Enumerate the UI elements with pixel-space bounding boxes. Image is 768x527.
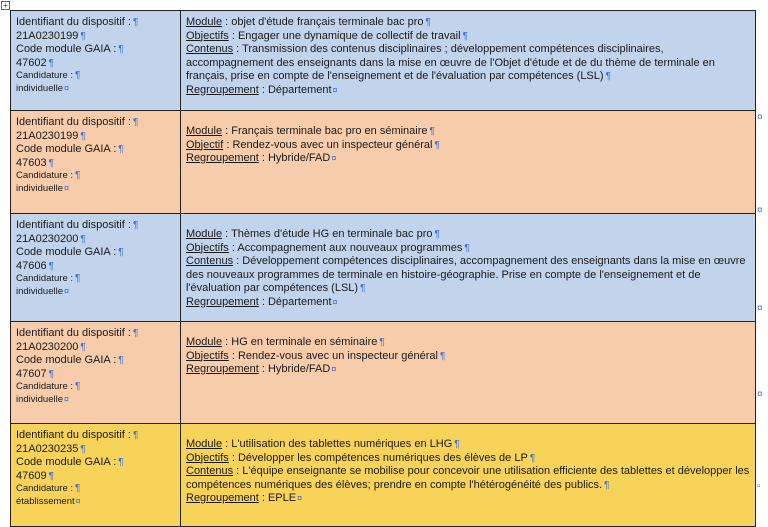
table-row: [11, 214, 756, 322]
field-separator: :: [258, 152, 268, 164]
code-value: 47603: [16, 156, 47, 169]
field-separator: :: [222, 125, 232, 137]
module-cell[interactable]: [181, 214, 756, 322]
pilcrow-icon: ¶: [132, 117, 139, 128]
field-label: Contenus: [186, 465, 234, 477]
field-separator: :: [233, 43, 243, 55]
pilcrow-icon: ¶: [48, 57, 54, 69]
field-value: L'utilisation des tablettes numériques en LHG: [231, 438, 453, 450]
end-of-cell-icon: ¤: [332, 296, 338, 307]
pilcrow-icon: ¶: [429, 126, 435, 137]
id-label: Identifiant du dispositif :: [16, 16, 131, 28]
pilcrow-icon: ¶: [132, 328, 139, 339]
code-label: Code module GAIA :: [16, 456, 117, 468]
candidature-value: individuelle: [16, 183, 64, 194]
field-separator: :: [233, 255, 243, 267]
pilcrow-icon: ¶: [132, 430, 139, 441]
field-separator: :: [233, 465, 243, 477]
dispositif-cell[interactable]: [11, 214, 181, 322]
field-value: Département: [267, 295, 332, 308]
end-of-cell-icon: ¤: [332, 84, 338, 95]
field-value: EPLE: [267, 492, 297, 504]
end-of-cell-icon: ¤: [64, 286, 70, 296]
pilcrow-icon: ¶: [529, 452, 536, 464]
pilcrow-icon: ¶: [48, 157, 54, 169]
pilcrow-icon: ¶: [118, 247, 124, 258]
dispositif-cell[interactable]: [11, 322, 181, 424]
field-label: Module: [186, 125, 223, 137]
pilcrow-icon: ¶: [132, 220, 139, 231]
pilcrow-icon: ¶: [379, 337, 385, 348]
code-value: 47602: [16, 56, 47, 69]
end-of-cell-icon: ¤: [64, 83, 70, 93]
field-value: Hybride/FAD: [267, 152, 331, 164]
field-separator: :: [222, 228, 232, 240]
field-value: L'équipe enseignante se mobilise pour concevoir une utilisation efficiente des tablettes et développer les compétences numériques des élèves; prendre en compte l'hétérogénéité des publics.: [186, 465, 750, 491]
code-label: Code module GAIA :: [16, 354, 117, 366]
pilcrow-icon: ¶: [48, 260, 54, 272]
end-of-row-icon: ¤: [757, 389, 763, 400]
field-separator: :: [258, 492, 268, 504]
field-label: Regroupement: [186, 152, 259, 164]
field-label: Module: [186, 336, 223, 348]
field-label: Objectifs: [186, 29, 229, 42]
pilcrow-icon: ¶: [48, 470, 54, 482]
candidature-value: individuelle: [16, 394, 64, 405]
id-value: 21A0230200: [16, 340, 79, 353]
field-label: Objectifs: [186, 451, 229, 464]
module-cell[interactable]: [181, 111, 756, 214]
field-label: Objectifs: [186, 349, 229, 362]
end-of-cell-icon: ¤: [331, 153, 337, 163]
field-value: Français terminale bac pro en séminaire: [231, 125, 428, 137]
field-value: Rendez-vous avec un inspecteur général: [232, 138, 433, 151]
end-of-cell-icon: ¤: [297, 493, 303, 503]
candidature-label: Candidature :: [16, 483, 74, 494]
pilcrow-icon: ¶: [605, 71, 611, 82]
field-separator: :: [222, 16, 232, 28]
pilcrow-icon: ¶: [439, 350, 446, 362]
dispositif-cell[interactable]: [11, 111, 181, 214]
field-separator: :: [222, 336, 232, 348]
table-row: [11, 111, 756, 214]
pilcrow-icon: ¶: [434, 229, 440, 240]
code-label: Code module GAIA :: [16, 246, 117, 258]
field-separator: :: [258, 83, 268, 96]
pilcrow-icon: ¶: [118, 44, 124, 55]
pilcrow-icon: ¶: [604, 479, 610, 491]
code-label: Code module GAIA :: [16, 43, 117, 55]
end-of-cell-icon: ¤: [64, 183, 70, 193]
pilcrow-icon: ¶: [434, 139, 440, 151]
field-value: Accompagnement aux nouveaux programmes: [237, 241, 463, 254]
dispositif-cell[interactable]: [11, 11, 181, 111]
field-label: Regroupement: [186, 492, 259, 504]
pilcrow-icon: ¶: [118, 457, 124, 468]
field-value: Hybride/FAD: [267, 363, 331, 375]
candidature-label: Candidature :: [16, 273, 74, 284]
dispositif-cell[interactable]: [11, 424, 181, 527]
end-of-cell-icon: ¤: [64, 394, 70, 404]
code-label: Code module GAIA :: [16, 143, 117, 155]
module-cell[interactable]: [181, 424, 756, 527]
field-separator: :: [258, 363, 268, 375]
end-of-cell-icon: ¤: [75, 496, 81, 506]
pilcrow-icon: ¶: [462, 30, 468, 42]
end-of-row-icon: ¤: [757, 205, 763, 216]
field-value: Transmission des contenus disciplinaires ; développement compétences disciplinaires, accompagnement des enseignants dans la mise en œuvre de l'Objet d'étude et de du thème de terminale en français, prise en compte de l'enseignement et de l'évaluation par compétences (LSL): [186, 43, 715, 82]
field-separator: :: [228, 451, 238, 464]
module-cell[interactable]: [181, 11, 756, 111]
end-of-cell-icon: ¤: [331, 364, 337, 374]
training-modules-table: [10, 10, 756, 527]
field-label: Module: [186, 438, 223, 450]
id-value: 21A0230199: [16, 129, 79, 142]
pilcrow-icon: ¶: [75, 381, 81, 392]
field-label: Regroupement: [186, 83, 259, 96]
field-label: Objectifs: [186, 241, 229, 254]
field-label: Module: [186, 16, 223, 28]
pilcrow-icon: ¶: [80, 341, 86, 353]
field-value: Développement compétences disciplinaires, accompagnement des enseignants dans la mise en œuvre des nouveaux programmes de terminale en histoire-géographie. Prise en compte de l'enseignement et de l'évaluation par compétences (LSL): [186, 255, 746, 294]
field-label: Contenus: [186, 255, 234, 267]
pilcrow-icon: ¶: [80, 233, 86, 245]
table-row: [11, 424, 756, 527]
pilcrow-icon: ¶: [118, 355, 124, 366]
code-value: 47606: [16, 259, 47, 272]
candidature-label: Candidature :: [16, 70, 74, 81]
field-value: Département: [267, 83, 332, 96]
field-label: Regroupement: [186, 295, 259, 308]
id-label: Identifiant du dispositif :: [16, 429, 131, 441]
field-value: Rendez-vous avec un inspecteur général: [237, 349, 438, 362]
id-value: 21A0230199: [16, 29, 79, 42]
field-separator: :: [223, 138, 233, 151]
pilcrow-icon: ¶: [75, 483, 81, 494]
field-separator: :: [258, 295, 268, 308]
field-value: HG en terminale en séminaire: [231, 336, 378, 348]
field-value: Thèmes d'étude HG en terminale bac pro: [231, 228, 433, 240]
field-label: Contenus: [186, 43, 234, 55]
module-cell[interactable]: [181, 322, 756, 424]
pilcrow-icon: ¶: [80, 443, 86, 455]
end-of-row-icon: ▫: [757, 481, 761, 492]
field-value: objet d'étude français terminale bac pro: [231, 16, 424, 28]
candidature-value: individuelle: [16, 83, 64, 94]
field-separator: :: [228, 241, 238, 254]
table-row: [11, 322, 756, 424]
field-value: Développer les compétences numériques des élèves de LP: [237, 451, 528, 464]
pilcrow-icon: ¶: [75, 70, 81, 81]
end-of-row-icon: ¤: [757, 112, 763, 123]
pilcrow-icon: ¶: [75, 170, 81, 181]
table-move-handle-icon[interactable]: +: [1, 1, 10, 10]
id-label: Identifiant du dispositif :: [16, 116, 131, 128]
candidature-value: individuelle: [16, 286, 64, 297]
code-value: 47609: [16, 469, 47, 482]
field-label: Module: [186, 228, 223, 240]
id-label: Identifiant du dispositif :: [16, 219, 131, 231]
id-value: 21A0230235: [16, 442, 79, 455]
field-label: Regroupement: [186, 363, 259, 375]
candidature-label: Candidature :: [16, 170, 74, 181]
field-separator: :: [222, 438, 232, 450]
pilcrow-icon: ¶: [48, 368, 54, 380]
pilcrow-icon: ¶: [80, 130, 86, 142]
field-label: Objectif: [186, 138, 224, 151]
id-label: Identifiant du dispositif :: [16, 327, 131, 339]
candidature-label: Candidature :: [16, 381, 74, 392]
field-value: Engager une dynamique de collectif de travail: [237, 29, 461, 42]
pilcrow-icon: ¶: [464, 242, 470, 254]
id-value: 21A0230200: [16, 232, 79, 245]
field-separator: :: [228, 349, 238, 362]
pilcrow-icon: ¶: [132, 17, 139, 28]
pilcrow-icon: ¶: [425, 17, 431, 28]
pilcrow-icon: ¶: [118, 144, 124, 155]
end-of-row-icon: ¤: [757, 303, 763, 314]
field-separator: :: [228, 29, 238, 42]
candidature-value: établissement: [16, 496, 75, 507]
pilcrow-icon: ¶: [75, 273, 81, 284]
pilcrow-icon: ¶: [80, 30, 86, 42]
code-value: 47607: [16, 367, 47, 380]
table-row: [11, 11, 756, 111]
pilcrow-icon: ¶: [454, 439, 460, 450]
pilcrow-icon: ¶: [360, 283, 366, 294]
